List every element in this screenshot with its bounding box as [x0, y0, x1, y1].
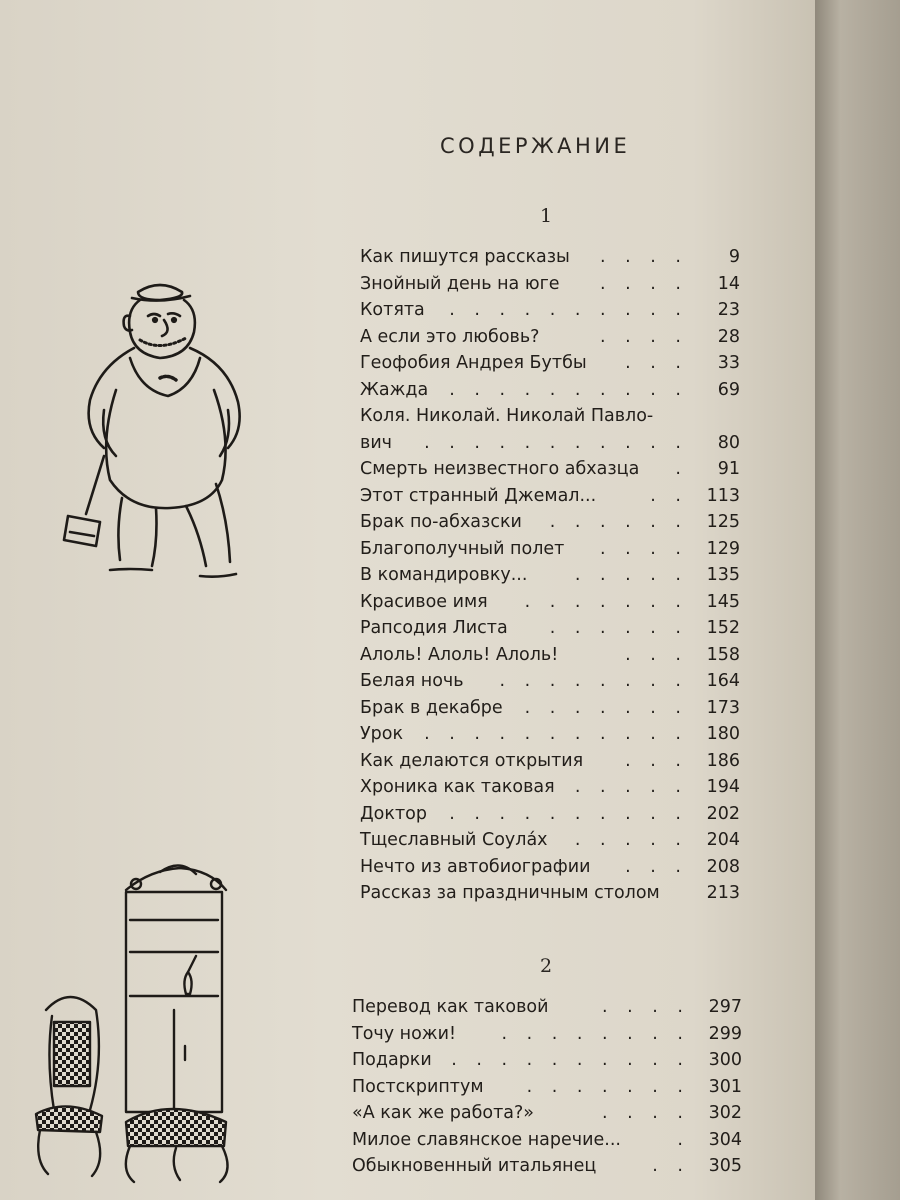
section-number-1: 1: [540, 205, 553, 227]
toc-entry-leader-dots: . . .: [625, 750, 688, 771]
toc-entry-title: Благополучный полет: [360, 538, 565, 559]
toc-entry: [352, 994, 742, 1020]
toc-entry-title: Нечто из автобиографии: [360, 856, 591, 877]
toc-entry-leader-dots: . . . . . .: [549, 512, 688, 532]
toc-entry: [352, 1100, 742, 1126]
toc-entry-page-number: 135: [706, 565, 740, 585]
toc-entry-title: Тщеславный Соула́х: [360, 830, 548, 850]
toc-entry-page-number: 129: [706, 538, 740, 559]
toc-entry-title: Подарки: [352, 1050, 432, 1070]
toc-entry-title: Милое славянское наречие...: [352, 1129, 621, 1150]
toc-entry: [360, 430, 740, 456]
toc-entry-page-number: 204: [706, 830, 740, 850]
toc-entry: [360, 827, 740, 853]
toc-entry-page-number: 145: [706, 591, 740, 612]
toc-entry-leader-dots: . . . . . . . . . .: [451, 1050, 690, 1070]
toc-entry-leader-dots: . . .: [625, 353, 688, 373]
toc-entry-page-number: 28: [717, 326, 740, 347]
toc-entry-page-number: 152: [706, 618, 740, 638]
toc-entry-title: Этот странный Джемал...: [360, 485, 597, 506]
toc-entry-title: Доктор: [360, 803, 427, 824]
toc-entry: [360, 244, 740, 270]
toc-entry: [360, 774, 740, 800]
toc-entry-leader-dots: .: [675, 459, 688, 479]
toc-entry: [360, 536, 740, 562]
toc-entry-page-number: 173: [706, 697, 740, 718]
toc-entry-leader-dots: . . . .: [600, 247, 688, 267]
toc-entry-leader-dots: . . . . . .: [549, 618, 688, 638]
toc-entry-page-number: 194: [706, 777, 740, 797]
toc-entry-leader-dots: . . . . . . . . . .: [449, 300, 688, 320]
toc-entry: [352, 1153, 742, 1179]
toc-entry-title: Брак по-абхазски: [360, 512, 522, 532]
toc-entry-title: Обыкновенный итальянец: [352, 1156, 597, 1176]
furniture-cabinet-chairs-illustration: [30, 860, 260, 1190]
toc-entry: [360, 271, 740, 297]
toc-entry-page-number: 180: [706, 724, 740, 744]
toc-entry: [352, 1074, 742, 1100]
toc-entry: [360, 695, 740, 721]
toc-entry: [360, 615, 740, 641]
adjacent-page-edge: [815, 0, 900, 1200]
toc-entry: [360, 854, 740, 880]
toc-entry-title: А если это любовь?: [360, 326, 540, 347]
toc-entry: [360, 721, 740, 747]
toc-entry-leader-dots: . . . . . . .: [524, 591, 688, 612]
toc-entry-title: Белая ночь: [360, 671, 464, 691]
toc-entry-title: Красивое имя: [360, 591, 488, 612]
toc-entry-leader-dots: . . . . . . . . . .: [449, 803, 688, 824]
toc-entry: [360, 324, 740, 350]
toc-entry-page-number: 300: [708, 1050, 742, 1070]
toc-entry-page-number: 80: [717, 432, 740, 453]
toc-entry-title: Урок: [360, 724, 404, 744]
toc-entry-leader-dots: . . . . . . .: [524, 697, 688, 718]
toc-entry-title: Котята: [360, 300, 425, 320]
toc-entry: [360, 589, 740, 615]
toc-entry-leader-dots: . . . . .: [574, 830, 688, 850]
toc-entry: [360, 483, 740, 509]
man-with-hammer-illustration: [60, 270, 280, 590]
toc-entry: [360, 297, 740, 323]
toc-entry: [360, 668, 740, 694]
toc-entry-title: Коля. Николай. Николай Павло-: [360, 406, 654, 426]
toc-entry: [352, 1047, 742, 1073]
toc-entry-title: Смерть неизвестного абхазца: [360, 459, 640, 479]
toc-entry-page-number: 202: [706, 803, 740, 824]
toc-entry-leader-dots: . . . . . . . . . .: [449, 379, 688, 400]
toc-entry: [360, 748, 740, 774]
toc-entry-leader-dots: . . . . . . . . . . .: [424, 724, 688, 744]
toc-entry-page-number: 208: [706, 856, 740, 877]
toc-entry-page-number: 186: [706, 750, 740, 771]
toc-entry-leader-dots: . . . .: [600, 326, 688, 347]
toc-entry-leader-dots: . . . . . . . . . . .: [424, 432, 688, 453]
toc-entry-page-number: 158: [706, 644, 740, 665]
toc-entry-page-number: 23: [717, 300, 740, 320]
toc-entry-page-number: 299: [708, 1023, 742, 1044]
toc-entry-title: Постскриптум: [352, 1076, 484, 1097]
toc-entry: [352, 1127, 742, 1153]
toc-entry-title: Геофобия Андрея Бутбы: [360, 353, 587, 373]
toc-entry-title: Знойный день на юге: [360, 273, 560, 294]
toc-entry-page-number: 125: [706, 512, 740, 532]
toc-entry-title: Жажда: [360, 379, 429, 400]
toc-entry-page-number: 305: [708, 1156, 742, 1176]
toc-entry-leader-dots: . .: [650, 485, 688, 506]
toc-entry-title: В командировку...: [360, 565, 528, 585]
toc-entry-page-number: 213: [706, 883, 740, 903]
toc-entry-leader-dots: . . .: [625, 644, 688, 665]
toc-entry: [360, 377, 740, 403]
toc-entry-page-number: 301: [708, 1076, 742, 1097]
toc-entry-leader-dots: . . . . .: [574, 565, 688, 585]
toc-entry-page-number: 164: [706, 671, 740, 691]
toc-entry-title: Брак в декабре: [360, 697, 503, 718]
toc-entry-title: Алоль! Алоль! Алоль!: [360, 644, 559, 665]
toc-entry-leader-dots: . . . . . . . .: [501, 1023, 690, 1044]
toc-entry: [360, 456, 740, 482]
toc-entry: [352, 1021, 742, 1047]
toc-entry-page-number: 33: [717, 353, 740, 373]
toc-entry-leader-dots: . . . .: [600, 273, 688, 294]
toc-entry-title: Рапсодия Листа: [360, 618, 508, 638]
toc-entry-leader-dots: . . . . . . . .: [499, 671, 688, 691]
toc-entry-title: «А как же работа?»: [352, 1103, 535, 1123]
toc-entry-title: Точу ножи!: [352, 1023, 456, 1044]
section-number-2: 2: [540, 955, 553, 977]
toc-entry-leader-dots: . . . .: [602, 997, 690, 1017]
toc-entry-page-number: 91: [717, 459, 740, 479]
toc-entry: [360, 350, 740, 376]
toc-entry: [360, 642, 740, 668]
toc-entry-leader-dots: . . . . . . .: [526, 1076, 690, 1097]
toc-entry-leader-dots: . . .: [625, 856, 688, 877]
toc-entry: [360, 801, 740, 827]
toc-entry-title: Рассказ за праздничным столом: [360, 883, 660, 903]
toc-entry-page-number: 14: [717, 273, 740, 294]
toc-entry-title: вич: [360, 432, 393, 453]
toc-entry-leader-dots: . .: [652, 1156, 690, 1176]
toc-entry-title: Как пишутся рассказы: [360, 247, 570, 267]
contents-heading: СОДЕРЖАНИЕ: [440, 134, 631, 158]
toc-entry-leader-dots: .: [677, 1129, 690, 1150]
toc-entry-page-number: 297: [708, 997, 742, 1017]
toc-entry-page-number: 302: [708, 1103, 742, 1123]
toc-entry-title: Как делаются открытия: [360, 750, 584, 771]
toc-entry-leader-dots: . . . .: [602, 1103, 690, 1123]
toc-entry: [360, 403, 740, 429]
toc-entry-title: Хроника как таковая: [360, 777, 555, 797]
toc-entry: [360, 880, 740, 906]
toc-entry-page-number: 304: [708, 1129, 742, 1150]
toc-entry-leader-dots: . . . .: [600, 538, 688, 559]
toc-entry-leader-dots: . . . . .: [574, 777, 688, 797]
toc-entry-page-number: 113: [706, 485, 740, 506]
toc-entry-title: Перевод как таковой: [352, 997, 549, 1017]
toc-entry-page-number: 69: [717, 379, 740, 400]
toc-entry-page-number: 9: [728, 247, 740, 267]
toc-entry: [360, 509, 740, 535]
toc-entry: [360, 562, 740, 588]
